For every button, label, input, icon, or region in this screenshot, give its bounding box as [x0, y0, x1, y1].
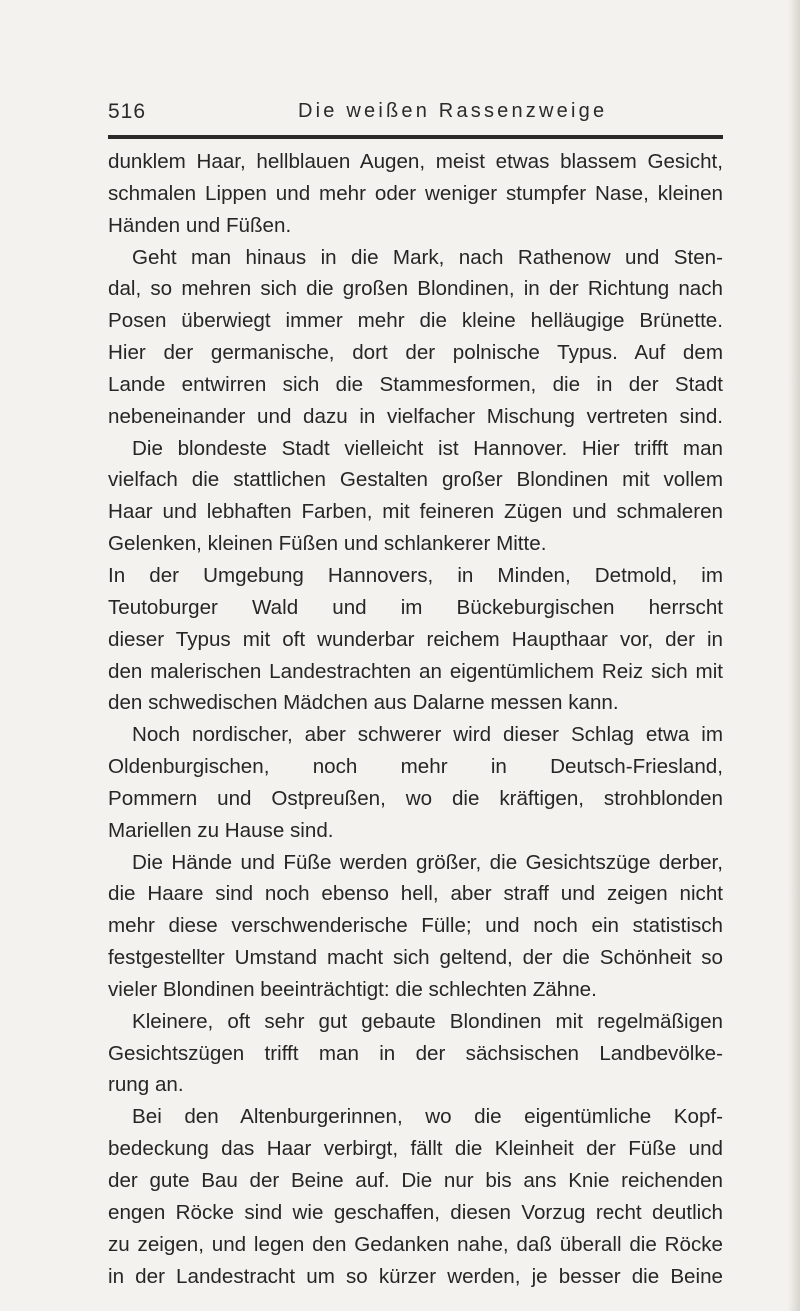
running-head: [108, 100, 723, 132]
text-line: dieser Typus mit oft wunderbar reichem Haupthaar vor, der in: [108, 627, 723, 651]
text-line: In der Umgebung Hannovers, in Minden, Detmold, im: [108, 563, 723, 587]
text-line: schmalen Lippen und mehr oder weniger stumpfer Nase, kleinen: [108, 181, 723, 205]
text-line: Haar und lebhaften Farben, mit feineren Zügen und schmaleren: [108, 500, 723, 524]
text-line: der gute Bau der Beine auf. Die nur bis ans Knie reichenden: [108, 1169, 723, 1192]
text-line: vielfach die stattlichen Gestalten großer Blondinen mit vollem: [108, 468, 723, 492]
text-line: die Haare sind noch ebenso hell, aber straff und zeigen nicht: [108, 882, 723, 906]
text-line: dunklem Haar, hellblauen Augen, meist etwas blassem Gesicht,: [108, 150, 723, 173]
header-rule: [108, 135, 723, 139]
text-line: den schwedischen Mädchen aus Dalarne messen kann.: [108, 691, 619, 715]
text-line: Die Hände und Füße werden größer, die Gesichtszüge derber,: [132, 850, 723, 874]
text-line: nebeneinander und dazu in vielfacher Mischung vertreten sind.: [108, 404, 723, 428]
page-edge-shadow: [788, 0, 800, 1311]
text-line: Oldenburgischen, noch mehr in Deutsch-Friesland,: [108, 755, 723, 779]
text-line: Händen und Füßen.: [108, 213, 292, 237]
text-line: bedeckung das Haar verbirgt, fällt die Kleinheit der Füße und: [108, 1137, 723, 1161]
text-line: Kleinere, oft sehr gut gebaute Blondinen mit regelmäßigen: [132, 1009, 723, 1033]
page-number: 516: [108, 100, 147, 123]
text-line: in der Landestracht um so kürzer werden, je besser die Beine: [108, 1264, 723, 1288]
text-line: vieler Blondinen beeinträchtigt: die schlechten Zähne.: [108, 977, 597, 1001]
text-line: Bei den Altenburgerinnen, wo die eigentümliche Kopf-: [132, 1105, 723, 1129]
text-line: Die blondeste Stadt vielleicht ist Hannover. Hier trifft man: [132, 436, 723, 460]
text-line: Noch nordischer, aber schwerer wird dieser Schlag etwa im: [132, 723, 723, 747]
running-title: Die weißen Rassenzweige: [298, 100, 608, 122]
text-line: mehr diese verschwenderische Fülle; und noch ein statistisch: [108, 914, 723, 938]
text-line: rung an.: [108, 1073, 184, 1097]
text-line: Posen überwiegt immer mehr die kleine helläugige Brünette.: [108, 309, 723, 333]
text-line: festgestellter Umstand macht sich geltend, der die Schönheit so: [108, 946, 723, 970]
text-line: Hier der germanische, dort der polnische Typus. Auf dem: [108, 341, 723, 365]
body-text: [108, 146, 723, 1292]
text-line: zu zeigen, und legen den Gedanken nahe, daß überall die Röcke: [108, 1232, 723, 1256]
text-line: Geht man hinaus in die Mark, nach Rathenow und Sten-: [132, 245, 723, 269]
text-line: dal, so mehren sich die großen Blondinen, in der Richtung nach: [108, 277, 723, 301]
text-line: Teutoburger Wald und im Bückeburgischen herrscht: [108, 595, 723, 619]
text-line: Gelenken, kleinen Füßen und schlankerer Mitte.: [108, 532, 547, 556]
text-line: Gesichtszügen trifft man in der sächsischen Landbevölke-: [108, 1041, 723, 1065]
text-line: den malerischen Landestrachten an eigentümlichem Reiz sich mit: [108, 659, 723, 683]
text-line: Mariellen zu Hause sind.: [108, 818, 334, 842]
text-line: Pommern und Ostpreußen, wo die kräftigen, strohblonden: [108, 786, 723, 810]
text-line: engen Röcke sind wie geschaffen, diesen Vorzug recht deutlich: [108, 1200, 723, 1224]
text-line: Lande entwirren sich die Stammesformen, die in der Stadt: [108, 372, 723, 396]
